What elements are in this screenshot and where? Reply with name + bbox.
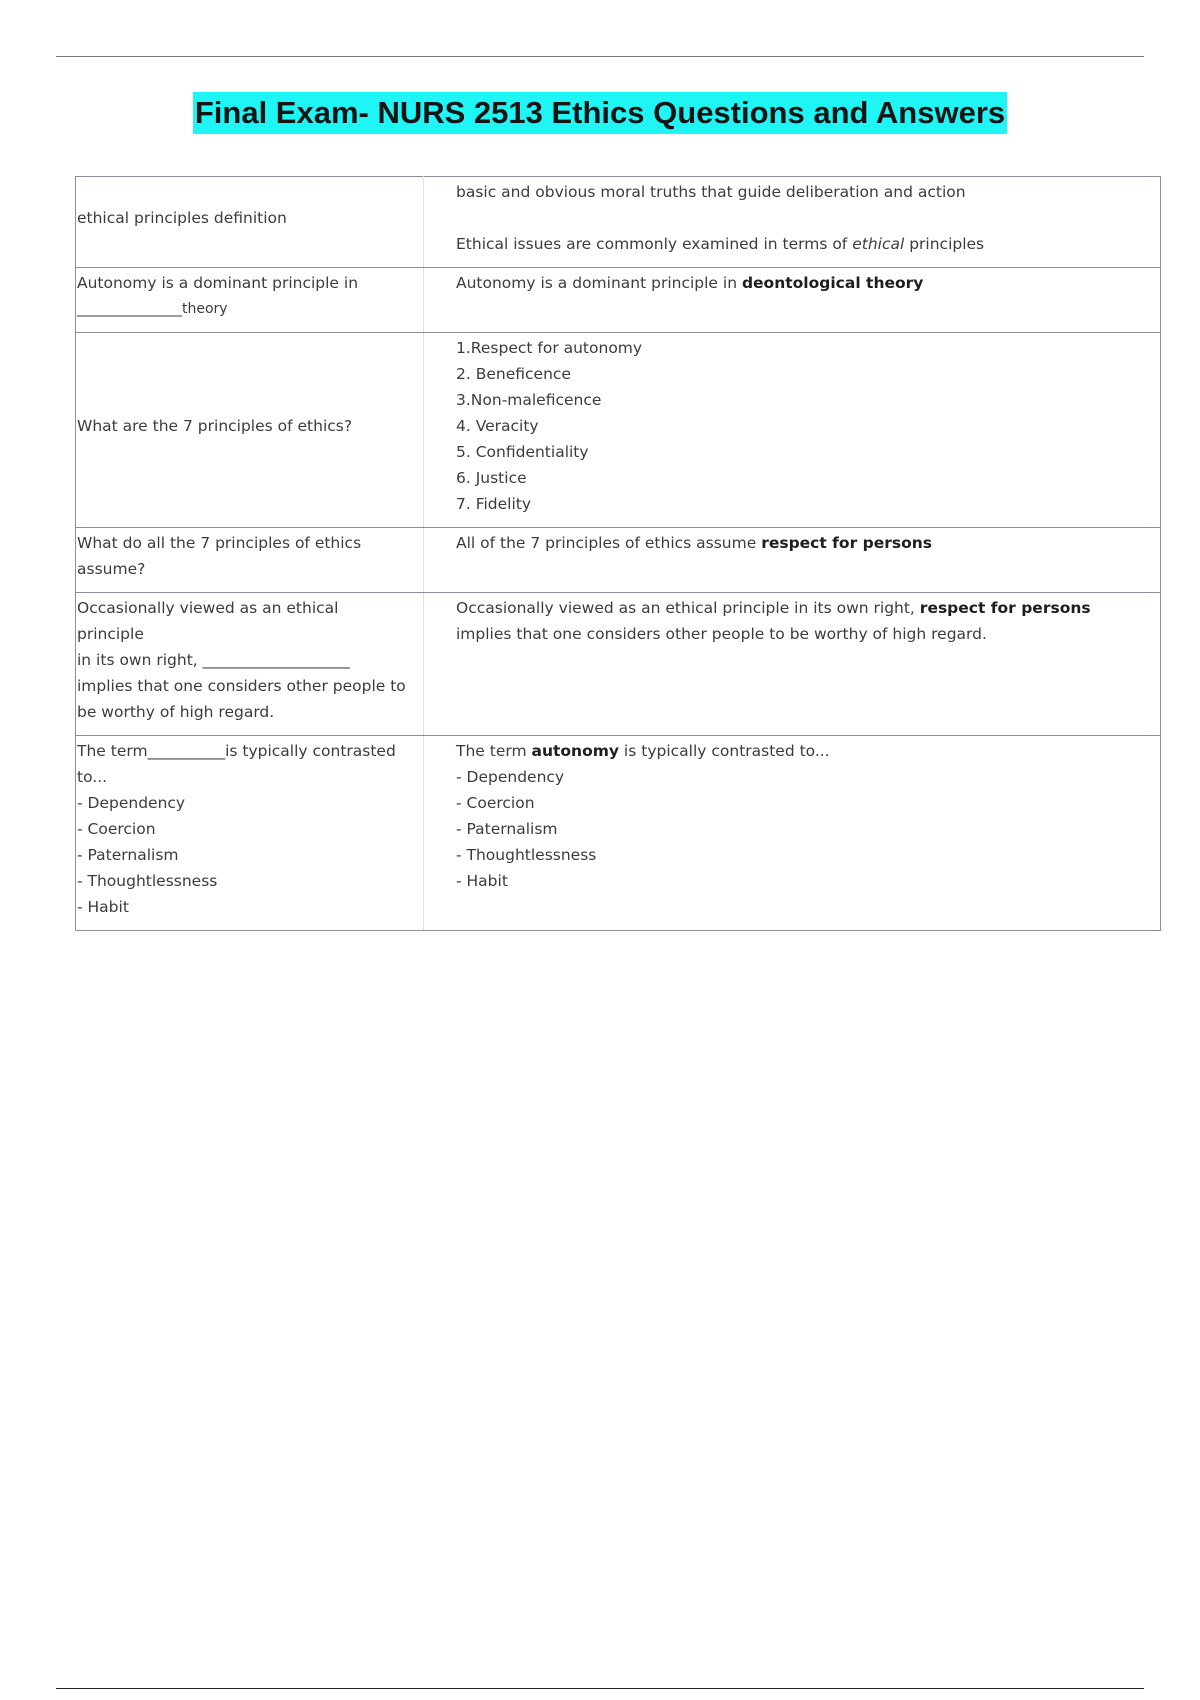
question-text: to...: [77, 768, 108, 786]
answer-cell: [424, 593, 1161, 736]
title-container: [0, 92, 1200, 134]
bottom-rule: [56, 1688, 1144, 1689]
answer-keyword: respect for persons: [761, 534, 932, 552]
answer-keyword: autonomy: [531, 742, 619, 760]
list-item: - Habit: [456, 872, 508, 890]
list-item: 6. Justice: [456, 469, 527, 487]
question-cell: [76, 593, 424, 736]
table-row: [76, 268, 1161, 333]
table-row: [76, 528, 1161, 593]
question-text: The term__________is typically contrasted: [77, 742, 396, 760]
answer-text-part: Ethical issues are commonly examined in terms of: [456, 235, 853, 253]
answer-text-emphasis: ethical: [852, 235, 905, 253]
answer-keyword: deontological theory: [741, 274, 924, 292]
question-blank: _______________theory: [77, 301, 228, 317]
answer-text: [456, 738, 1140, 764]
answer-text: [456, 270, 1140, 296]
answer-text-part: is typically contrasted to...: [619, 742, 830, 760]
answer-text: implies that one considers other people to be worthy of high regard.: [456, 625, 987, 643]
spacer: [456, 205, 1140, 231]
answer-text-part: Occasionally viewed as an ethical principle in its own right,: [456, 599, 920, 617]
list-item: 1.Respect for autonomy: [456, 339, 643, 357]
qa-table: [75, 176, 1161, 931]
answer-cell: [424, 528, 1161, 593]
answer-text: [456, 530, 1140, 556]
question-text: Autonomy is a dominant principle in: [77, 274, 359, 292]
answer-text-part: principles: [904, 235, 985, 253]
list-item: - Coercion: [456, 794, 535, 812]
answer-text-part: All of the 7 principles of ethics assume: [456, 534, 762, 552]
question-cell: [76, 268, 424, 333]
list-item: - Paternalism: [456, 820, 558, 838]
answer-text: [456, 595, 1140, 621]
table-row: [76, 593, 1161, 736]
question-text: ethical principles definition: [77, 209, 287, 227]
list-item: 3.Non-maleficence: [456, 391, 602, 409]
question-cell: [76, 177, 424, 268]
list-item: - Habit: [77, 898, 129, 916]
question-text: in its own right, ___________________: [77, 651, 350, 669]
table-row: [76, 333, 1161, 528]
answer-keyword: respect for persons: [919, 599, 1091, 617]
question-text: be worthy of high regard.: [77, 703, 275, 721]
answer-cell: [424, 736, 1161, 931]
question-text: assume?: [77, 560, 146, 578]
list-item: - Paternalism: [77, 846, 179, 864]
answer-text-part: The term: [456, 742, 532, 760]
list-item: - Thoughtlessness: [77, 872, 218, 890]
question-text: What are the 7 principles of ethics?: [77, 417, 353, 435]
table-row: [76, 736, 1161, 931]
list-item: - Coercion: [77, 820, 156, 838]
list-item: 2. Beneficence: [456, 365, 571, 383]
question-cell: [76, 333, 424, 528]
list-item: - Dependency: [456, 768, 565, 786]
question-cell: [76, 736, 424, 931]
top-rule: [56, 56, 1144, 57]
question-text: implies that one considers other people to: [77, 677, 406, 695]
question-text: What do all the 7 principles of ethics: [77, 534, 362, 552]
list-item: 7. Fidelity: [456, 495, 532, 513]
answer-text: [456, 231, 1140, 257]
question-cell: [76, 528, 424, 593]
page-title: Final Exam- NURS 2513 Ethics Questions and Answers: [193, 92, 1007, 134]
table-row: [76, 177, 1161, 268]
answer-cell: [424, 268, 1161, 333]
list-item: 4. Veracity: [456, 417, 539, 435]
list-item: - Thoughtlessness: [456, 846, 597, 864]
list-item: - Dependency: [77, 794, 186, 812]
question-text: Occasionally viewed as an ethical principle: [77, 599, 339, 643]
answer-text-part: Autonomy is a dominant principle in: [456, 274, 742, 292]
answer-cell: [424, 333, 1161, 528]
list-item: 5. Confidentiality: [456, 443, 589, 461]
answer-text: basic and obvious moral truths that guide deliberation and action: [456, 183, 966, 201]
answer-cell: [424, 177, 1161, 268]
